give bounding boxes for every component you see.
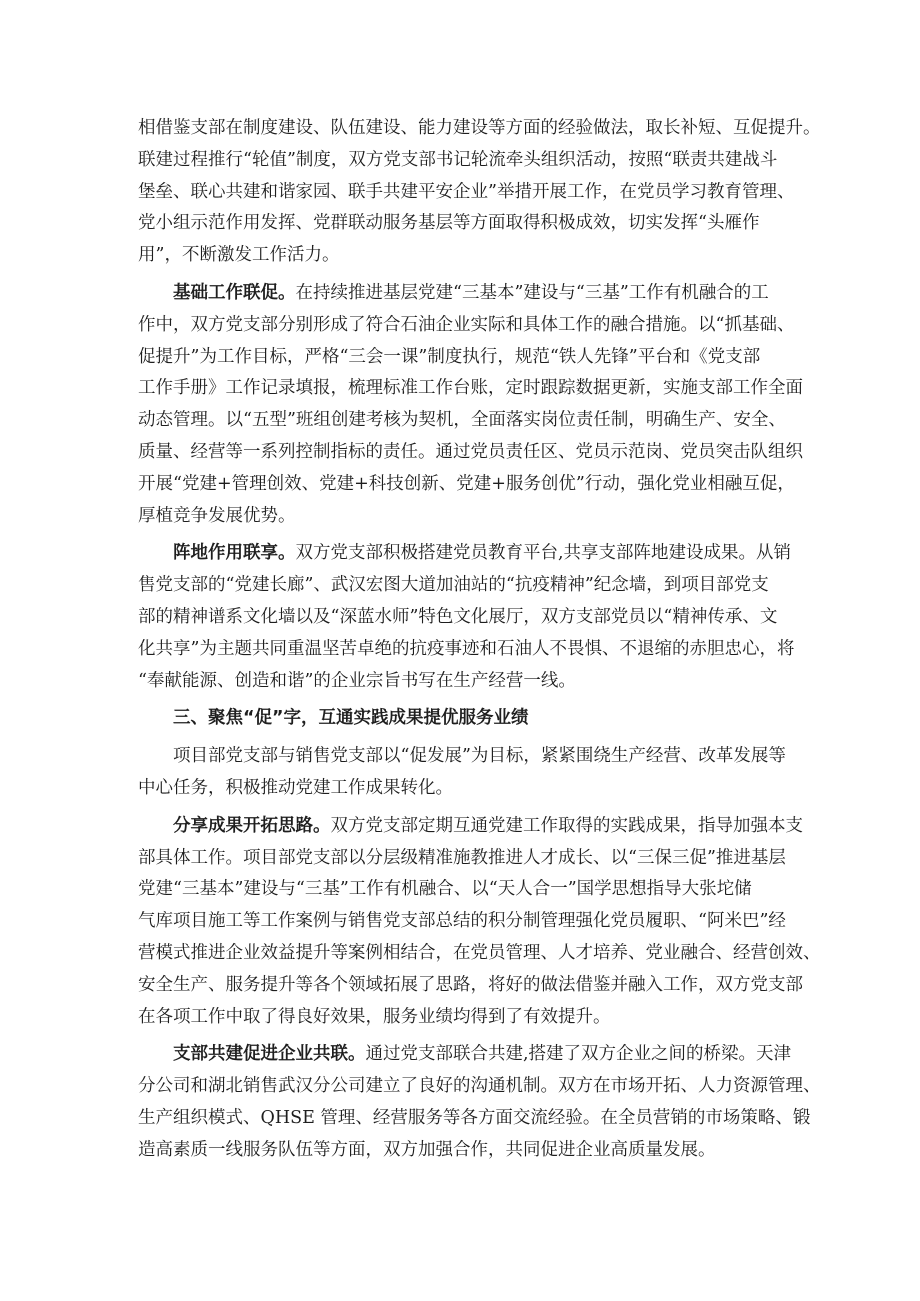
text-segment: 双方党支部定期互通党建工作取得的实践成果，指导加强本支 [330,815,803,836]
paragraph-foundation-work [138,278,803,532]
text-line [138,811,803,843]
text-line: 部具体工作。项目部党支部以分层级精准施教推进人才成长、以“三保三促”推进基层 [138,847,786,868]
text-line: 安全生产、服务提升等各个领域拓展了思路，将好的做法借鉴并融入工作，双方党支部 [138,974,803,995]
text-line: 开展“党建+管理创效、党建+科技创新、党建+服务创优”行动，强化党业相融互促， [138,473,795,494]
text-segment: 通过党支部联合共建,搭建了双方企业之间的桥梁。天津 [365,1044,792,1065]
section-heading-text: 三、聚焦“促”字，互通实践成果提优服务业绩 [173,708,529,729]
paragraph-share-results [138,811,821,1034]
paragraph-branch-cobuilding [138,1039,821,1166]
text-line [138,538,796,570]
paragraph-lead-heading: 支部共建促进企业共联。 [173,1044,366,1065]
paragraph-lead-heading: 阵地作用联享。 [173,543,296,564]
text-line: 动态管理。以“五型”班组创建考核为契机，全面落实岗位责任制，明确生产、安全、 [138,410,786,431]
text-line: 营模式推进企业效益提升等案例相结合，在党员管理、人才培养、党业融合、经营创效、 [138,942,821,963]
text-line: 售党支部的“党建长廊”、武汉宏图大道加油站的“抗疫精神”纪念墙，到项目部党支 [138,575,769,596]
text-line: 作中，双方党支部分别形成了符合石油企业实际和具体工作的融合措施。以“抓基础、 [138,314,795,335]
text-segment: 在持续推进基层党建“三基本”建设与“三基”工作有机融合的工 [295,282,769,303]
text-line: 促提升”为工作目标，严格“三会一课”制度执行，规范“铁人先锋”平台和《党支部 [138,346,761,367]
text-line: 在各项工作中取了得良好效果，服务业绩均得到了有效提升。 [138,1006,611,1027]
text-line: 分公司和湖北销售武汉分公司建立了良好的沟通机制。双方在市场开拓、人力资源管理、 [138,1076,821,1097]
document-page [138,113,821,1167]
text-line: 党建“三基本”建设与“三基”工作有机融合、以“天人合一”国学思想指导大张坨储 [138,879,752,900]
text-line: 厚植竞争发展优势。 [138,505,296,526]
text-line: 工作手册》工作记录填报，梳理标准工作台账，定时跟踪数据更新，实施支部工作全面 [138,378,803,399]
text-line: 党小组示范作用发挥、党群联动服务基层等方面取得积极成效，切实发挥“头雁作 [138,213,760,234]
paragraph-lead-heading: 分享成果开拓思路。 [173,815,331,836]
text-line: 部的精神谱系文化墙以及“深蓝水师”特色文化展厅，双方支部党员以“精神传承、文 [138,606,778,627]
paragraph-continuation [138,113,821,272]
text-line: 中心任务，积极推动党建工作成果转化。 [138,777,453,798]
text-line: 生产组织模式、QHSE 管理、经营服务等各方面交流经验。在全员营销的市场策略、锻 [138,1107,811,1128]
text-line: 项目部党支部与销售党支部以“促发展”为目标，紧紧围绕生产经营、改革发展等 [173,746,786,767]
text-line [138,1039,796,1071]
text-line: 相借鉴支部在制度建设、队伍建设、能力建设等方面的经验做法，取长补短、互促提升。 [138,118,821,138]
text-line: 化共享”为主题共同重温坚苦卓绝的抗疫事迹和石油人不畏惧、不退缩的赤胆忠心，将 [138,638,795,659]
text-line: 气库项目施工等工作案例与销售党支部总结的积分制管理强化党员履职、“阿米巴”经 [138,911,786,932]
text-line: 质量、经营等一系列控制指标的责任。通过党员责任区、党员示范岗、党员突击队组织 [138,441,803,462]
text-line [138,278,796,310]
paragraph-lead-heading: 基础工作联促。 [173,282,296,303]
text-line: 造高素质一线服务队伍等方面，双方加强合作，共同促进企业高质量发展。 [138,1139,716,1160]
text-line: “奉献能源、创造和谐”的企业宗旨书写在生产经营一线。 [138,670,576,691]
paragraph-position-sharing [138,538,796,697]
text-line: 用”，不断激发工作活力。 [138,245,340,266]
paragraph-section-intro [138,741,796,805]
text-line: 堡垒、联心共建和谐家园、联手共建平安企业”举措开展工作，在党员学习教育管理、 [138,181,795,202]
text-line: 联建过程推行“轮值”制度，双方党支部书记轮流牵头组织活动，按照“联责共建战斗 [138,149,778,170]
text-segment: 双方党支部积极搭建党员教育平台,共享支部阵地建设成果。从销 [295,543,792,564]
section-heading [138,703,796,735]
